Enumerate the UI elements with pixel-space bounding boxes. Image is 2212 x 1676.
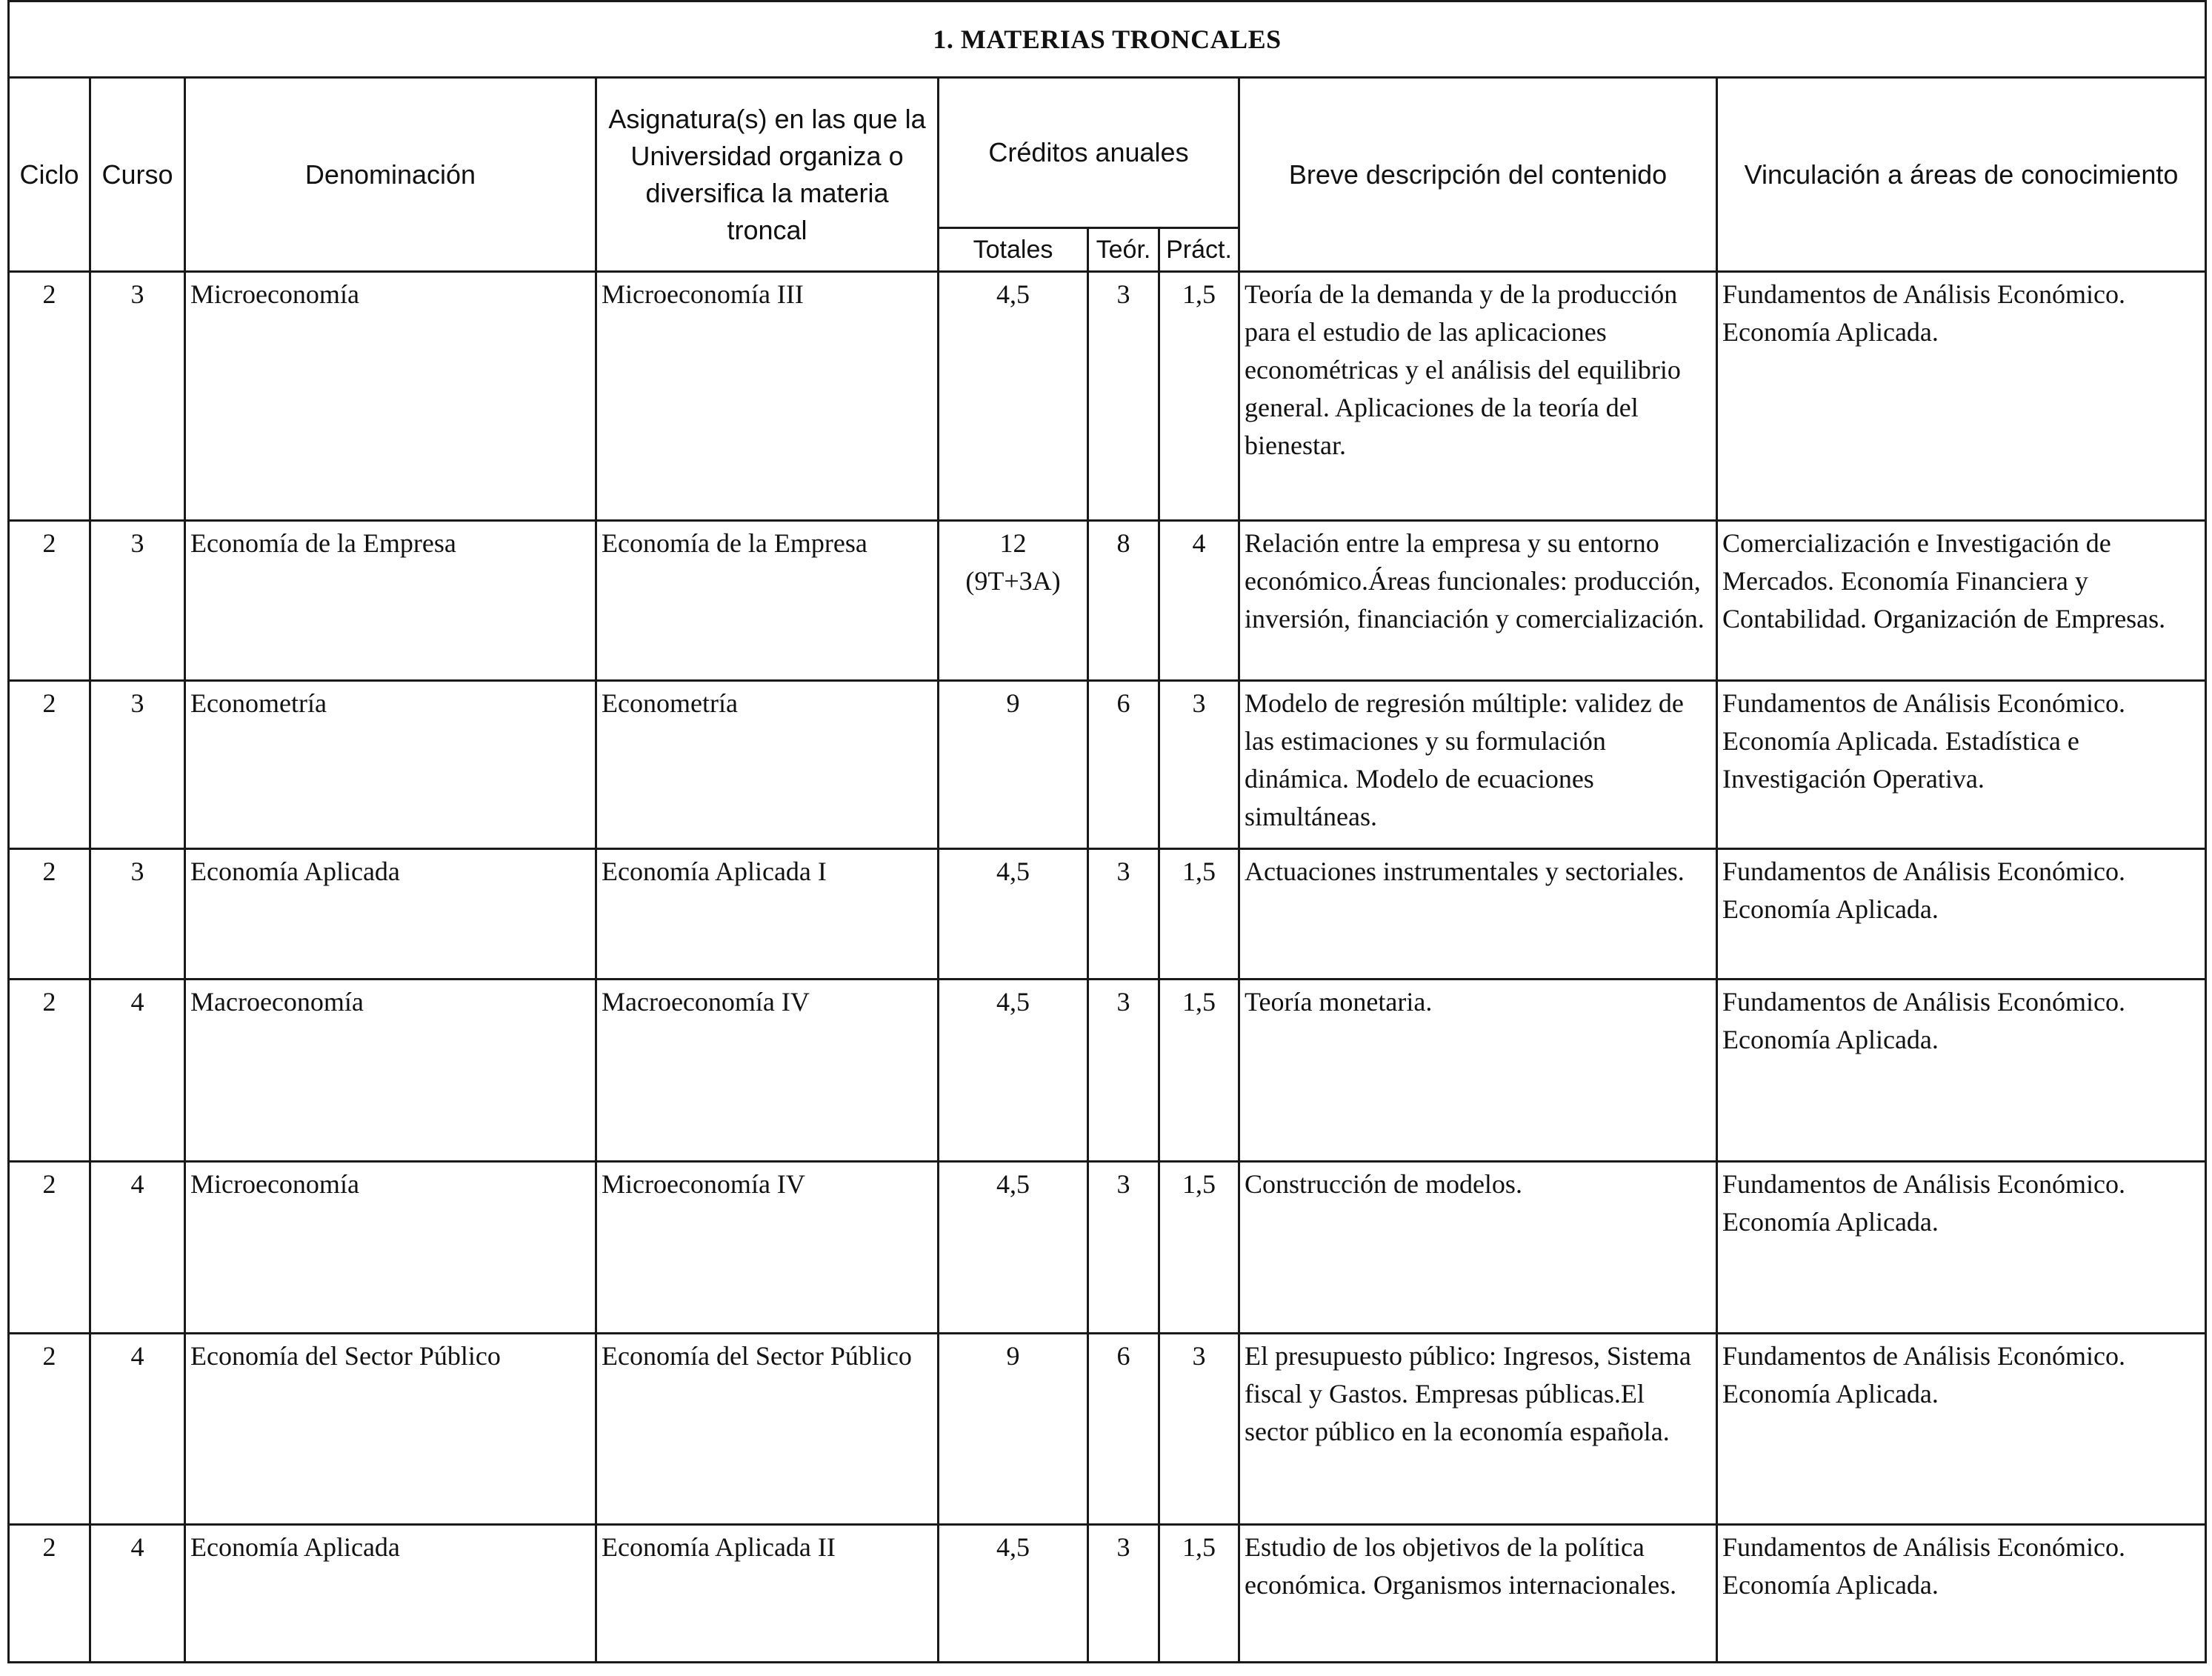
cell-asignatura: Econometría — [596, 681, 939, 849]
totales-value: 4,5 — [996, 279, 1030, 309]
header-curso: Curso — [90, 78, 185, 272]
totales-value: 4,5 — [996, 987, 1030, 1017]
cell-descripcion: Relación entre la empresa y su entorno económico.Áreas funcionales: producción, inversión, financiación y comercialización. — [1239, 521, 1717, 681]
cell-totales — [939, 1162, 1088, 1334]
cell-asignatura: Microeconomía III — [596, 272, 939, 521]
cell-curso: 3 — [90, 521, 185, 681]
cell-denominacion: Economía del Sector Público — [185, 1334, 596, 1525]
header-totales: Totales — [939, 228, 1088, 272]
cell-vinculacion: Comercialización e Investigación de Mercados. Economía Financiera y Contabilidad. Organización de Empresas. — [1717, 521, 2206, 681]
table-row — [9, 980, 2206, 1162]
cell-curso: 4 — [90, 980, 185, 1162]
table-row — [9, 272, 2206, 521]
cell-pract: 3 — [1159, 1334, 1239, 1525]
cell-pract: 3 — [1159, 681, 1239, 849]
totales-extra: (9T+3A) — [965, 566, 1061, 596]
cell-denominacion: Economía Aplicada — [185, 849, 596, 980]
cell-totales — [939, 1334, 1088, 1525]
cell-vinculacion: Fundamentos de Análisis Económico. Economía Aplicada. — [1717, 1525, 2206, 1663]
cell-teor: 3 — [1088, 1162, 1159, 1334]
cell-descripcion: Construcción de modelos. — [1239, 1162, 1717, 1334]
header-vinculacion: Vinculación a áreas de conocimiento — [1717, 78, 2206, 272]
cell-curso: 3 — [90, 272, 185, 521]
cell-denominacion: Economía Aplicada — [185, 1525, 596, 1663]
cell-descripcion: Actuaciones instrumentales y sectoriales. — [1239, 849, 1717, 980]
cell-descripcion: El presupuesto público: Ingresos, Sistema fiscal y Gastos. Empresas públicas.El sector público en la economía española. — [1239, 1334, 1717, 1525]
cell-pract: 1,5 — [1159, 272, 1239, 521]
cell-teor: 3 — [1088, 980, 1159, 1162]
header-denominacion: Denominación — [185, 78, 596, 272]
header-descripcion: Breve descripción del contenido — [1239, 78, 1717, 272]
cell-curso: 4 — [90, 1334, 185, 1525]
cell-vinculacion: Fundamentos de Análisis Económico. Economía Aplicada. — [1717, 272, 2206, 521]
cell-pract: 1,5 — [1159, 849, 1239, 980]
cell-curso: 3 — [90, 849, 185, 980]
cell-asignatura: Economía del Sector Público — [596, 1334, 939, 1525]
cell-totales — [939, 681, 1088, 849]
cell-vinculacion: Fundamentos de Análisis Económico. Economía Aplicada. — [1717, 980, 2206, 1162]
totales-value: 12 — [999, 528, 1027, 558]
cell-denominacion: Microeconomía — [185, 1162, 596, 1334]
cell-descripcion: Teoría monetaria. — [1239, 980, 1717, 1162]
table-row — [9, 1162, 2206, 1334]
table-row — [9, 1334, 2206, 1525]
totales-value: 9 — [1006, 1341, 1020, 1371]
cell-curso: 3 — [90, 681, 185, 849]
document-page — [7, 0, 2205, 1663]
cell-denominacion: Macroeconomía — [185, 980, 596, 1162]
table-row — [9, 849, 2206, 980]
cell-descripcion: Teoría de la demanda y de la producción para el estudio de las aplicaciones econométricas y el análisis del equilibrio general. Aplicaciones de la teoría del bienestar. — [1239, 272, 1717, 521]
cell-denominacion: Economía de la Empresa — [185, 521, 596, 681]
cell-teor: 6 — [1088, 1334, 1159, 1525]
totales-value: 9 — [1006, 688, 1020, 718]
cell-ciclo: 2 — [9, 272, 90, 521]
cell-pract: 1,5 — [1159, 1525, 1239, 1663]
cell-totales — [939, 980, 1088, 1162]
header-teor: Teór. — [1088, 228, 1159, 272]
table-title: 1. MATERIAS TRONCALES — [9, 1, 2206, 78]
header-asignaturas: Asignatura(s) en las que la Universidad organiza o diversifica la materia troncal — [596, 78, 939, 272]
cell-pract: 1,5 — [1159, 980, 1239, 1162]
cell-totales — [939, 1525, 1088, 1663]
cell-asignatura: Economía de la Empresa — [596, 521, 939, 681]
cell-ciclo: 2 — [9, 521, 90, 681]
header-ciclo: Ciclo — [9, 78, 90, 272]
cell-asignatura: Macroeconomía IV — [596, 980, 939, 1162]
totales-value: 4,5 — [996, 1169, 1030, 1199]
cell-ciclo: 2 — [9, 1525, 90, 1663]
cell-totales — [939, 272, 1088, 521]
cell-pract: 1,5 — [1159, 1162, 1239, 1334]
cell-teor: 3 — [1088, 272, 1159, 521]
header-pract: Práct. — [1159, 228, 1239, 272]
cell-ciclo: 2 — [9, 1334, 90, 1525]
cell-teor: 6 — [1088, 681, 1159, 849]
table-row — [9, 521, 2206, 681]
materias-troncales-table — [7, 0, 2207, 1663]
table-row — [9, 1525, 2206, 1663]
cell-asignatura: Microeconomía IV — [596, 1162, 939, 1334]
cell-vinculacion: Fundamentos de Análisis Económico. Economía Aplicada. Estadística e Investigación Operativa. — [1717, 681, 2206, 849]
cell-curso: 4 — [90, 1162, 185, 1334]
cell-teor: 3 — [1088, 1525, 1159, 1663]
cell-teor: 8 — [1088, 521, 1159, 681]
cell-denominacion: Econometría — [185, 681, 596, 849]
cell-denominacion: Microeconomía — [185, 272, 596, 521]
cell-ciclo: 2 — [9, 681, 90, 849]
cell-ciclo: 2 — [9, 980, 90, 1162]
cell-vinculacion: Fundamentos de Análisis Económico. Economía Aplicada. — [1717, 1162, 2206, 1334]
cell-curso: 4 — [90, 1525, 185, 1663]
cell-asignatura: Economía Aplicada II — [596, 1525, 939, 1663]
cell-pract: 4 — [1159, 521, 1239, 681]
cell-totales — [939, 521, 1088, 681]
cell-asignatura: Economía Aplicada I — [596, 849, 939, 980]
totales-value: 4,5 — [996, 1532, 1030, 1562]
header-creditos: Créditos anuales — [939, 78, 1239, 228]
totales-value: 4,5 — [996, 857, 1030, 886]
cell-vinculacion: Fundamentos de Análisis Económico. Economía Aplicada. — [1717, 849, 2206, 980]
cell-ciclo: 2 — [9, 1162, 90, 1334]
cell-descripcion: Estudio de los objetivos de la política económica. Organismos internacionales. — [1239, 1525, 1717, 1663]
cell-ciclo: 2 — [9, 849, 90, 980]
cell-descripcion: Modelo de regresión múltiple: validez de las estimaciones y su formulación dinámica. Modelo de ecuaciones simultáneas. — [1239, 681, 1717, 849]
cell-totales — [939, 849, 1088, 980]
cell-vinculacion: Fundamentos de Análisis Económico. Economía Aplicada. — [1717, 1334, 2206, 1525]
table-row — [9, 681, 2206, 849]
cell-teor: 3 — [1088, 849, 1159, 980]
